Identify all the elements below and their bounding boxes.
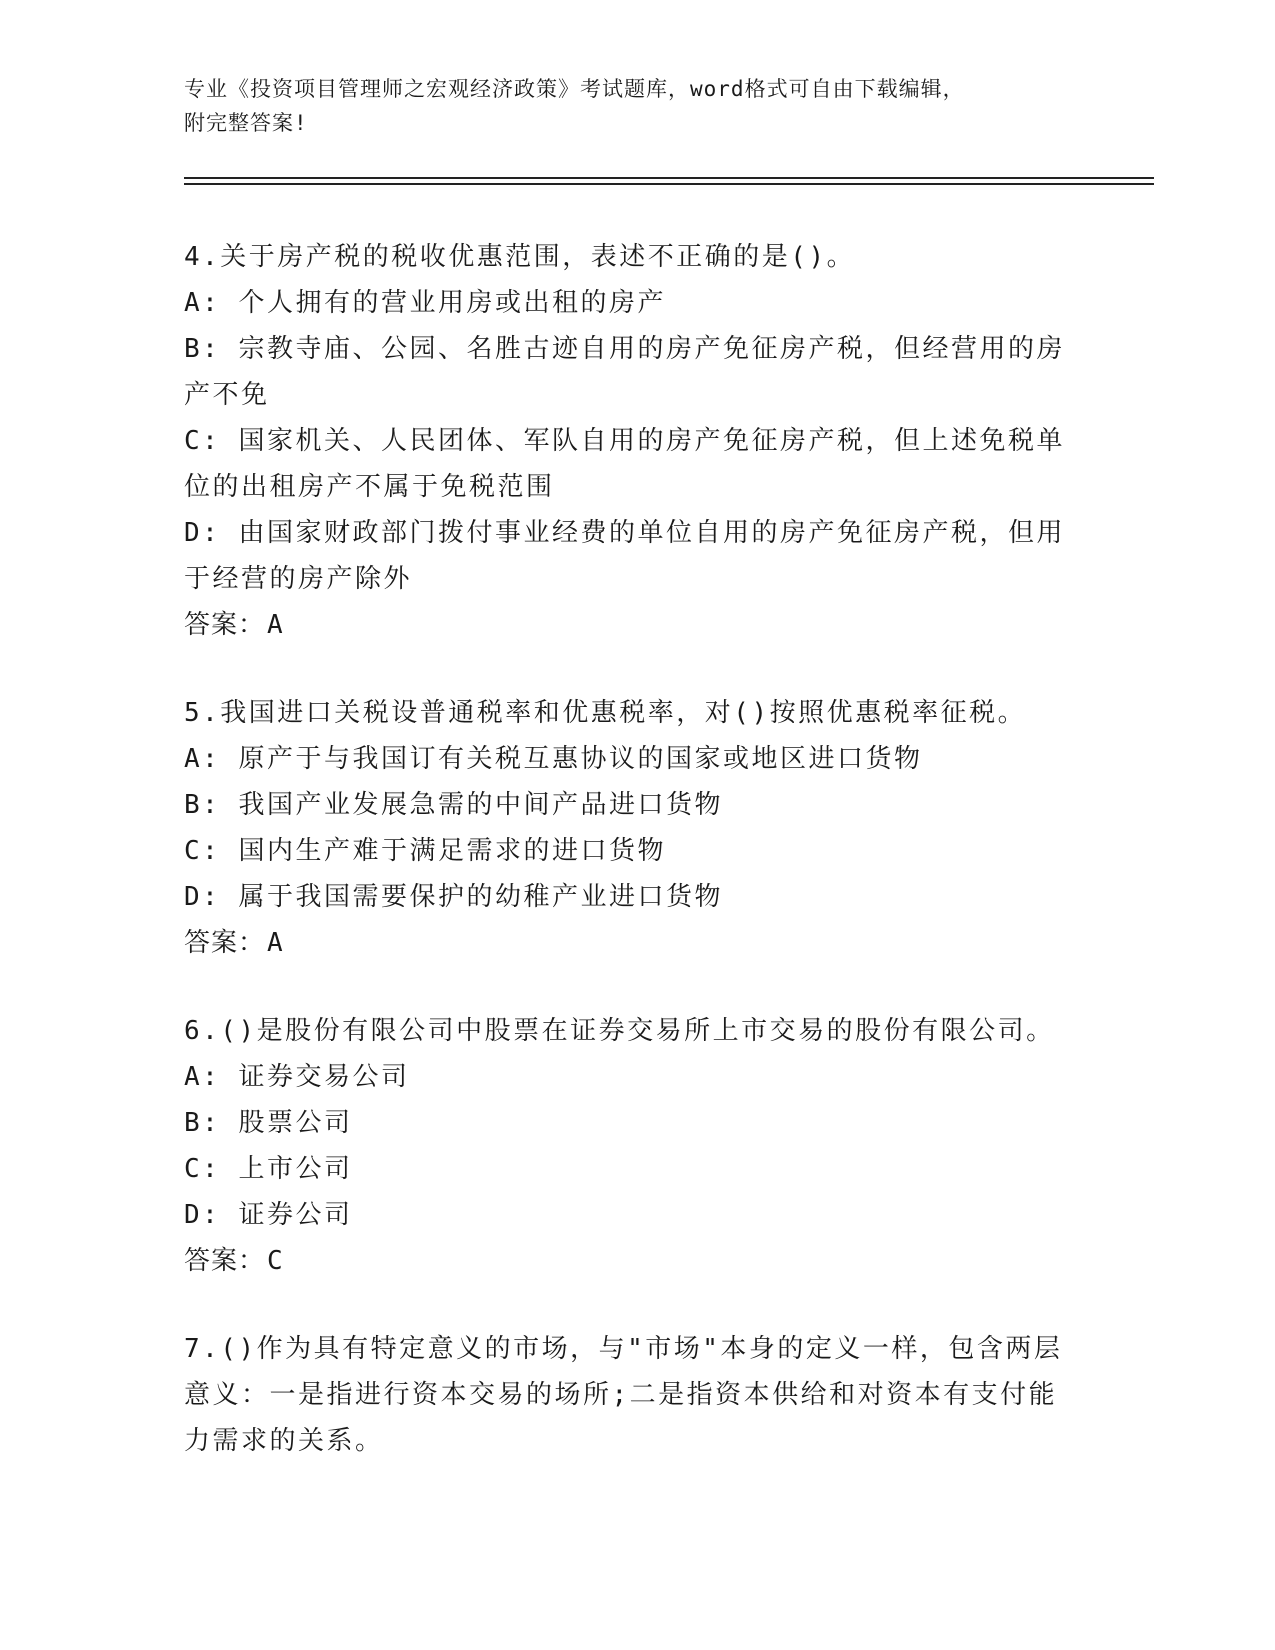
- answer: [184, 1238, 1074, 1284]
- header-divider-top: [184, 177, 1154, 179]
- answer-label: 答案：: [184, 928, 266, 958]
- answer: [184, 920, 1074, 966]
- option-b: B: 股票公司: [184, 1108, 353, 1138]
- question-5: [184, 690, 1074, 966]
- question-4: [184, 234, 1074, 648]
- option-d: D: 属于我国需要保护的幼稚产业进口货物: [184, 882, 723, 912]
- option-a: A: 证券交易公司: [184, 1062, 410, 1092]
- question-stem: 5.我国进口关税设普通税率和优惠税率，对()按照优惠税率征税。: [184, 698, 1027, 728]
- option-b: B: 我国产业发展急需的中间产品进口货物: [184, 790, 723, 820]
- document-header: [184, 72, 1084, 140]
- answer: [184, 602, 1074, 648]
- option-d: D: 证券公司: [184, 1200, 353, 1230]
- option-c: C: 国内生产难于满足需求的进口货物: [184, 836, 666, 866]
- answer-label: 答案：: [184, 1246, 266, 1276]
- question-6: [184, 1008, 1074, 1284]
- question-stem: 7.()作为具有特定意义的市场，与"市场"本身的定义一样，包含两层意义：一是指进行资本交易的场所;二是指资本供给和对资本有支付能力需求的关系。: [184, 1334, 1063, 1456]
- answer-value: A: [267, 610, 284, 640]
- option-c: C: 国家机关、人民团体、军队自用的房产免征房产税，但上述免税单位的出租房产不属于免税范围: [184, 426, 1065, 502]
- question-stem: 4.关于房产税的税收优惠范围，表述不正确的是()。: [184, 242, 856, 272]
- answer-label: 答案：: [184, 610, 266, 640]
- question-stem: 6.()是股份有限公司中股票在证券交易所上市交易的股份有限公司。: [184, 1016, 1055, 1046]
- option-c: C: 上市公司: [184, 1154, 353, 1184]
- option-a: A: 个人拥有的营业用房或出租的房产: [184, 288, 666, 318]
- header-divider-bottom: [184, 183, 1154, 185]
- header-line-1: 专业《投资项目管理师之宏观经济政策》考试题库，word格式可自由下载编辑，: [184, 77, 965, 101]
- option-b: B: 宗教寺庙、公园、名胜古迹自用的房产免征房产税，但经营用的房产不免: [184, 334, 1065, 410]
- option-a: A: 原产于与我国订有关税互惠协议的国家或地区进口货物: [184, 744, 923, 774]
- question-list: [184, 234, 1074, 1506]
- option-d: D: 由国家财政部门拨付事业经费的单位自用的房产免征房产税，但用于经营的房产除外: [184, 518, 1065, 594]
- answer-value: C: [267, 1246, 284, 1276]
- header-line-2: 附完整答案!: [184, 111, 308, 135]
- question-7: [184, 1326, 1074, 1464]
- answer-value: A: [267, 928, 284, 958]
